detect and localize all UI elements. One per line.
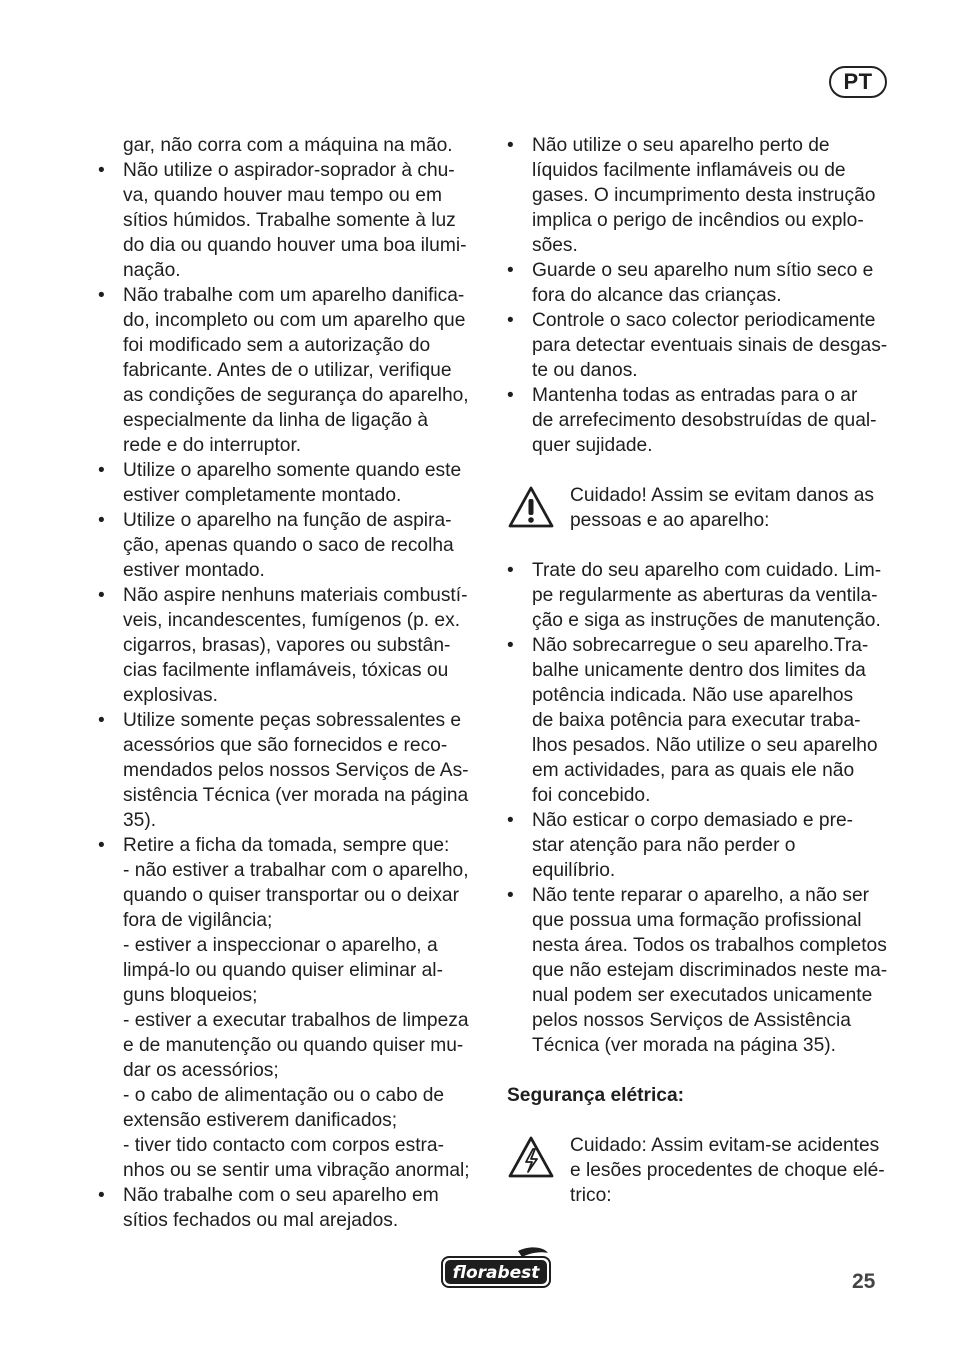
continuation-line: gar, não corra com a máquina na mão.	[123, 135, 453, 156]
right-bullet-list-top	[507, 133, 891, 458]
bullet-marker: •	[98, 510, 105, 531]
bullet-marker: •	[507, 135, 514, 156]
right-bullet-line: Controle o saco colector periodicamente	[532, 310, 876, 331]
bullet-marker: •	[507, 260, 514, 281]
right-bullet-line: implica o perigo de incêndios ou explo-	[532, 210, 864, 231]
warning-general-line: Cuidado! Assim se evitam danos as	[570, 485, 874, 506]
left-bullet-line: sítios húmidos. Trabalhe somente à luz	[123, 210, 456, 231]
left-bullet-line: explosivas.	[123, 685, 218, 706]
right-bullet-line: balhe unicamente dentro dos limites da	[532, 660, 866, 681]
right-bullet-line: que possua uma formação profissional	[532, 910, 862, 931]
bullet-marker: •	[98, 835, 105, 856]
language-badge: PT	[829, 66, 887, 98]
left-bullet-line: veis, incandescentes, fumígenos (p. ex.	[123, 610, 461, 631]
right-bullet-line: quer sujidade.	[532, 435, 653, 456]
right-bullet-line: de arrefecimento desobstruídas de qual-	[532, 410, 877, 431]
right-bullet-line: star atenção para não perder o	[532, 835, 796, 856]
bullet-marker: •	[98, 1185, 105, 1206]
left-bullet-line: Não aspire nenhuns materiais combustí-	[123, 585, 468, 606]
florabest-logo	[440, 1245, 552, 1289]
right-bullet-line: lhos pesados. Não utilize o seu aparelho	[532, 735, 878, 756]
bullet-marker: •	[98, 585, 105, 606]
left-bullet-line: Não trabalhe com o seu aparelho em	[123, 1185, 439, 1206]
right-bullet-line: sões.	[532, 235, 578, 256]
left-bullet-line: Retire a ficha da tomada, sempre que:	[123, 835, 450, 856]
general-warning	[507, 483, 891, 533]
left-bullet-line: ção, apenas quando o saco de recolha	[123, 535, 454, 556]
left-bullet-line: - o cabo de alimentação ou o cabo de	[123, 1085, 445, 1106]
left-bullet-line: Não utilize o aspirador-soprador à chu-	[123, 160, 455, 181]
left-bullet-item	[98, 283, 482, 458]
electric-warning	[507, 1133, 891, 1208]
right-bullet-line: Mantenha todas as entradas para o ar	[532, 385, 858, 406]
right-bullet-line: que não estejam discriminados neste ma-	[532, 960, 888, 981]
left-bullet-list	[98, 158, 482, 1233]
warning-triangle-icon	[507, 485, 555, 529]
right-bullet-line: te ou danos.	[532, 360, 638, 381]
left-bullet-line: fora de vigilância;	[123, 910, 273, 931]
left-bullet-line: Utilize somente peças sobressalentes e	[123, 710, 462, 731]
left-bullet-line: extensão estiverem danificados;	[123, 1110, 398, 1131]
left-bullet-line: nhos ou se sentir uma vibração anormal;	[123, 1160, 470, 1181]
left-bullet-line: e de manutenção ou quando quiser mu-	[123, 1035, 464, 1056]
right-bullet-line: gases. O incumprimento desta instrução	[532, 185, 876, 206]
left-bullet-line: as condições de segurança do aparelho,	[123, 385, 469, 406]
right-bullet-item	[507, 883, 891, 1058]
left-bullet-line: fabricante. Antes de o utilizar, verifique	[123, 360, 452, 381]
right-bullet-line: foi concebido.	[532, 785, 651, 806]
bullet-marker: •	[98, 460, 105, 481]
right-bullet-line: nual podem ser executados unicamente	[532, 985, 873, 1006]
right-bullet-line: nesta área. Todos os trabalhos completos	[532, 935, 887, 956]
right-bullet-item	[507, 308, 891, 383]
right-bullet-line: Não esticar o corpo demasiado e pre-	[532, 810, 854, 831]
left-bullet-line: limpá-lo ou quando quiser eliminar al-	[123, 960, 443, 981]
right-bullet-line: pelos nossos Serviços de Assistência	[532, 1010, 851, 1031]
left-bullet-line: estiver montado.	[123, 560, 265, 581]
warning-electric-line: e lesões procedentes de choque elé-	[570, 1160, 885, 1181]
left-bullet-item	[98, 158, 482, 283]
svg-text:florabest: florabest	[452, 1263, 540, 1283]
bullet-marker: •	[507, 810, 514, 831]
bullet-marker: •	[507, 885, 514, 906]
right-bullet-item	[507, 383, 891, 458]
page-number: 25	[852, 1270, 876, 1293]
right-bullet-line: Não tente reparar o aparelho, a não ser	[532, 885, 870, 906]
left-bullet-line: - não estiver a trabalhar com o aparelho,	[123, 860, 469, 881]
bullet-marker: •	[98, 285, 105, 306]
bullet-marker: •	[507, 560, 514, 581]
left-bullet-line: especialmente da linha de ligação à	[123, 410, 429, 431]
left-bullet-line: Utilize o aparelho somente quando este	[123, 460, 462, 481]
left-bullet-line: guns bloqueios;	[123, 985, 258, 1006]
left-bullet-line: rede e do interruptor.	[123, 435, 302, 456]
left-bullet-line: acessórios que são fornecidos e reco-	[123, 735, 448, 756]
left-bullet-line: dar os acessórios;	[123, 1060, 279, 1081]
right-bullet-line: de baixa potência para executar traba-	[532, 710, 861, 731]
right-bullet-line: Trate do seu aparelho com cuidado. Lim-	[532, 560, 882, 581]
bullet-marker: •	[507, 635, 514, 656]
warning-electric-line: trico:	[570, 1185, 612, 1206]
left-bullet-line: 35).	[123, 810, 157, 831]
left-bullet-item	[98, 833, 482, 1183]
right-bullet-item	[507, 258, 891, 308]
bullet-marker: •	[507, 385, 514, 406]
right-bullet-line: Técnica (ver morada na página 35).	[532, 1035, 836, 1056]
bullet-marker: •	[98, 710, 105, 731]
right-bullet-item	[507, 558, 891, 633]
left-bullet-line: quando o quiser transportar ou o deixar	[123, 885, 459, 906]
electric-hazard-icon	[507, 1135, 555, 1179]
left-bullet-line: cias facilmente inflamáveis, tóxicas ou	[123, 660, 449, 681]
left-bullet-item	[98, 458, 482, 508]
left-bullet-line: cigarros, brasas), vapores ou substân-	[123, 635, 451, 656]
right-bullet-line: potência indicada. Não use aparelhos	[532, 685, 854, 706]
right-bullet-line: em actividades, para as quais ele não	[532, 760, 855, 781]
left-bullet-line: - estiver a inspeccionar o aparelho, a	[123, 935, 438, 956]
right-bullet-item	[507, 808, 891, 883]
left-column	[98, 133, 482, 1233]
left-bullet-line: do, incompleto ou com um aparelho que	[123, 310, 466, 331]
warning-electric-line: Cuidado: Assim evitam-se acidentes	[570, 1135, 880, 1156]
right-bullet-line: líquidos facilmente inflamáveis ou de	[532, 160, 846, 181]
left-bullet-item	[98, 508, 482, 583]
right-bullet-line: Guarde o seu aparelho num sítio seco e	[532, 260, 874, 281]
right-bullet-line: Não sobrecarregue o seu aparelho.Tra-	[532, 635, 869, 656]
bullet-marker: •	[98, 160, 105, 181]
warning-general-line: pessoas e ao aparelho:	[570, 510, 770, 531]
section-heading: Segurança elétrica:	[507, 1085, 685, 1106]
right-bullet-line: pe regularmente as aberturas da ventila-	[532, 585, 878, 606]
left-bullet-line: va, quando houver mau tempo ou em	[123, 185, 442, 206]
left-bullet-line: estiver completamente montado.	[123, 485, 402, 506]
left-bullet-item	[98, 583, 482, 708]
left-bullet-item	[98, 708, 482, 833]
right-bullet-line: para detectar eventuais sinais de desgas-	[532, 335, 888, 356]
right-bullet-line: equilíbrio.	[532, 860, 616, 881]
left-bullet-line: Utilize o aparelho na função de aspira-	[123, 510, 452, 531]
left-bullet-line: sítios fechados ou mal arejados.	[123, 1210, 399, 1231]
right-column	[507, 133, 891, 1208]
left-bullet-item	[98, 1183, 482, 1233]
left-bullet-line: - tiver tido contacto com corpos estra-	[123, 1135, 444, 1156]
left-bullet-line: foi modificado sem a autorização do	[123, 335, 431, 356]
left-bullet-line: sistência Técnica (ver morada na página	[123, 785, 469, 806]
left-bullet-line: mendados pelos nossos Serviços de As-	[123, 760, 469, 781]
right-bullet-line: ção e siga as instruções de manutenção.	[532, 610, 881, 631]
left-bullet-line: - estiver a executar trabalhos de limpeza	[123, 1010, 469, 1031]
right-bullet-item	[507, 633, 891, 808]
right-bullet-item	[507, 133, 891, 258]
left-bullet-line: nação.	[123, 260, 181, 281]
right-bullet-list-mid	[507, 558, 891, 1058]
left-bullet-line: do dia ou quando houver uma boa ilumi-	[123, 235, 467, 256]
bullet-marker: •	[507, 310, 514, 331]
left-bullet-line: Não trabalhe com um aparelho danifica-	[123, 285, 465, 306]
right-bullet-line: fora do alcance das crianças.	[532, 285, 782, 306]
right-bullet-line: Não utilize o seu aparelho perto de	[532, 135, 830, 156]
